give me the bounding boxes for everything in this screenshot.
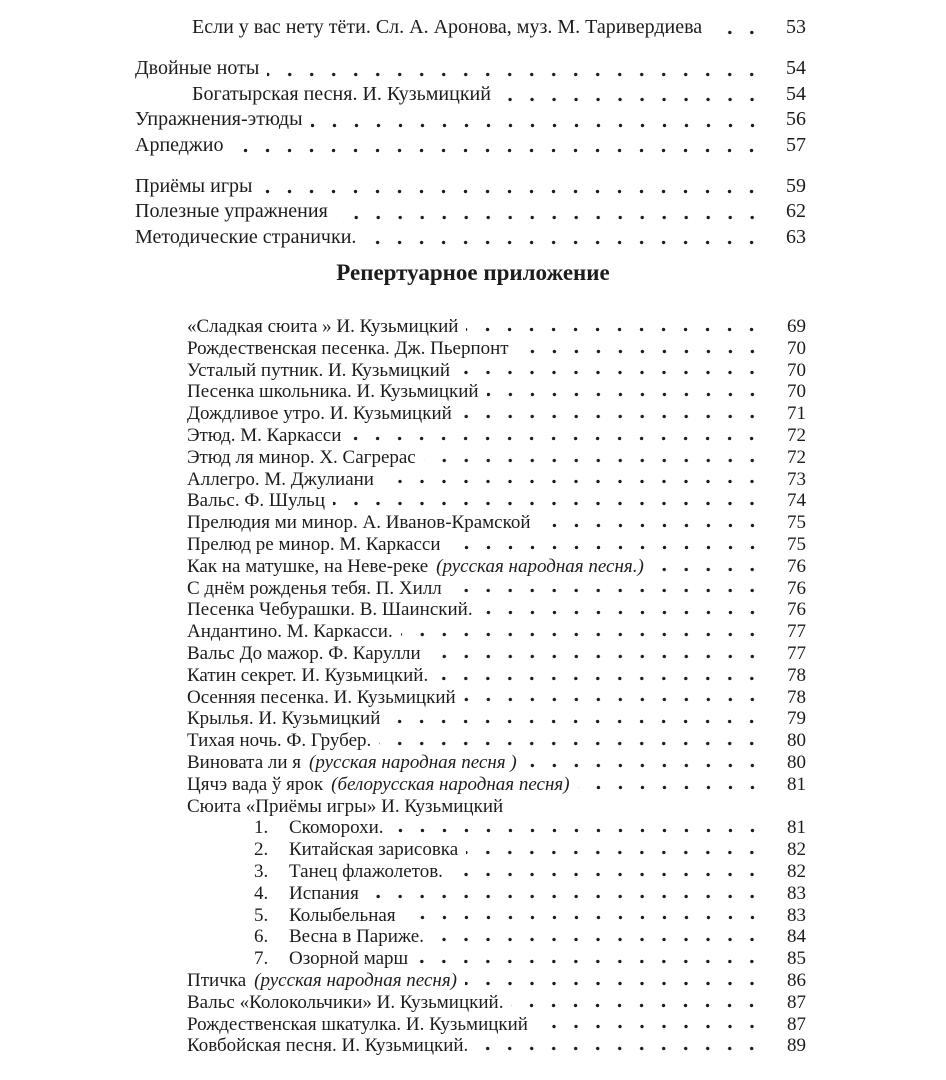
dot-leader xyxy=(449,534,765,556)
entry-title: Рождественская шкатулка. И. Кузьмицкий xyxy=(187,1013,528,1035)
entry-page-number: 75 xyxy=(787,512,806,534)
dot-leader xyxy=(481,599,764,621)
toc-entry xyxy=(187,687,806,709)
entry-page-number: 63 xyxy=(786,225,806,248)
entry-page-number: 79 xyxy=(787,708,806,730)
dot-leader xyxy=(458,360,764,382)
toc-entry xyxy=(135,16,806,41)
dot-leader xyxy=(267,57,764,82)
entry-page-number: 57 xyxy=(786,133,806,156)
toc-entry xyxy=(187,730,806,752)
dot-leader xyxy=(349,425,764,447)
toc-entry xyxy=(187,817,806,839)
toc-entry xyxy=(187,447,806,469)
entry-page-number: 86 xyxy=(787,969,806,991)
entry-page-number: 70 xyxy=(787,359,806,381)
entry-title: Приёмы игры xyxy=(135,174,253,197)
entry-title: Вальс До мажор. Ф. Карулли xyxy=(187,642,421,664)
toc-entry xyxy=(187,512,806,534)
entry-page-number: 82 xyxy=(787,860,806,882)
dot-leader xyxy=(336,200,764,225)
entry-title: Полезные упражнения xyxy=(135,200,328,223)
toc-entry xyxy=(135,134,806,159)
dot-leader xyxy=(367,883,764,905)
entry-title: Цячэ вада ў ярок xyxy=(187,773,324,795)
toc-entry xyxy=(187,1035,806,1057)
entry-title: Китайская зарисовка xyxy=(289,839,459,861)
toc-entry xyxy=(187,905,806,927)
entry-subtitle-italic: (русская народная песня) xyxy=(254,969,457,991)
toc-entry xyxy=(187,360,806,382)
entry-page-number: 78 xyxy=(787,686,806,708)
entry-title: Крылья. И. Кузьмицкий xyxy=(187,708,381,730)
dot-leader xyxy=(451,861,764,883)
dot-leader xyxy=(517,338,764,360)
toc-top-section xyxy=(135,16,806,251)
entry-page-number: 89 xyxy=(787,1035,806,1057)
dot-leader xyxy=(466,316,764,338)
entry-page-number: 85 xyxy=(787,948,806,970)
dot-leader xyxy=(429,643,764,665)
toc-entry xyxy=(135,226,806,251)
entry-page-number: 78 xyxy=(787,664,806,686)
toc-entry xyxy=(187,839,806,861)
dot-leader xyxy=(392,817,764,839)
entry-title: Прелюдия ми минор. А. Иванов-Крамской xyxy=(187,512,531,534)
dot-leader xyxy=(710,16,764,41)
entry-title: Песенка школьника. И. Кузьмицкий xyxy=(187,381,479,403)
toc-entry xyxy=(187,861,806,883)
entry-page-number: 70 xyxy=(787,381,806,403)
entry-title: «Сладкая сюита » И. Кузьмицкий xyxy=(187,316,459,337)
entry-title: Озорной марш xyxy=(289,948,409,970)
entry-page-number: 80 xyxy=(787,730,806,752)
toc-entry xyxy=(187,599,806,621)
entry-number: 5. xyxy=(254,904,269,926)
toc-entry xyxy=(135,57,806,82)
entry-title: Скоморохи. xyxy=(289,817,384,839)
entry-subtitle-italic: (русская народная песня ) xyxy=(309,751,517,773)
entry-number: 2. xyxy=(254,839,269,861)
entry-title: Богатырская песня. И. Кузьмицкий xyxy=(192,82,491,105)
entry-title: Двойные ноты xyxy=(135,57,260,80)
dot-leader xyxy=(464,687,764,709)
entry-number: 3. xyxy=(254,860,269,882)
entry-title: Колыбельная xyxy=(289,904,396,926)
dot-leader xyxy=(260,175,764,200)
entry-title: Весна в Париже. xyxy=(289,926,424,948)
toc-entry xyxy=(187,1014,806,1036)
entry-title: С днём рожденья тебя. П. Хилл xyxy=(187,577,442,599)
entry-title: Как на матушке, на Неве-реке xyxy=(187,555,429,577)
entry-title: Виновата ли я xyxy=(187,751,302,773)
entry-title: Вальс. Ф. Шульц xyxy=(187,490,326,512)
entry-title: Рождественская песенка. Дж. Пьерпонт xyxy=(187,337,509,359)
entry-subtitle-italic: (белорусская народная песня) xyxy=(331,773,570,795)
dot-leader xyxy=(432,926,764,948)
toc-repertoire-section xyxy=(187,316,806,1057)
entry-page-number: 62 xyxy=(786,200,806,223)
entry-title: Методические странички. xyxy=(135,225,357,248)
dot-leader xyxy=(511,992,764,1014)
entry-page-number: 54 xyxy=(786,57,806,80)
entry-page-number: 54 xyxy=(786,82,806,105)
entry-number: 1. xyxy=(254,817,269,839)
dot-leader xyxy=(379,730,764,752)
dot-leader xyxy=(382,469,764,491)
toc-entry xyxy=(187,992,806,1014)
entry-page-number: 87 xyxy=(787,991,806,1013)
dot-leader xyxy=(539,512,764,534)
dot-leader xyxy=(436,665,764,687)
entry-title: Упражнения-этюды xyxy=(135,108,303,131)
entry-page-number: 82 xyxy=(787,839,806,861)
toc-entry xyxy=(187,469,806,491)
dot-leader xyxy=(652,556,764,578)
entry-page-number: 72 xyxy=(787,424,806,446)
dot-leader xyxy=(578,774,764,796)
entry-page-number: 72 xyxy=(787,446,806,468)
entry-page-number: 81 xyxy=(787,773,806,795)
entry-title: Дождливое утро. И. Кузьмицкий xyxy=(187,403,452,425)
section-heading: Репертуарное приложение xyxy=(336,260,610,285)
entry-page-number: 76 xyxy=(787,599,806,621)
toc-entry xyxy=(187,425,806,447)
entry-title: Песенка Чебурашки. В. Шаинский. xyxy=(187,599,473,621)
dot-leader xyxy=(525,752,764,774)
entry-title: Андантино. М. Каркасси. xyxy=(187,621,393,643)
entry-page-number: 56 xyxy=(786,108,806,131)
entry-page-number: 77 xyxy=(787,642,806,664)
toc-entry xyxy=(187,643,806,665)
entry-page-number: 74 xyxy=(787,490,806,512)
entry-page-number: 75 xyxy=(787,533,806,555)
dot-leader xyxy=(460,403,764,425)
entry-title: Катин секрет. И. Кузьмицкий. xyxy=(187,664,429,686)
entry-number: 4. xyxy=(254,882,269,904)
entry-title: Аллегро. М. Джулиани xyxy=(187,468,374,490)
dot-leader xyxy=(388,708,764,730)
entry-title: Ковбойская песня. И. Кузьмицкий. xyxy=(187,1035,469,1057)
dot-leader xyxy=(416,948,764,970)
dot-leader xyxy=(311,108,764,133)
entry-title: Осенняя песенка. И. Кузьмицкий xyxy=(187,686,456,708)
entry-page-number: 69 xyxy=(787,316,806,337)
dot-leader xyxy=(404,905,764,927)
dot-leader xyxy=(511,796,764,818)
entry-number: 6. xyxy=(254,926,269,948)
entry-title: Вальс «Колокольчики» И. Кузьмицкий. xyxy=(187,991,504,1013)
entry-title: Испания xyxy=(289,882,359,904)
entry-subtitle-italic: (русская народная песня.) xyxy=(436,555,644,577)
entry-page-number: 87 xyxy=(787,1013,806,1035)
toc-entry xyxy=(187,796,806,818)
toc-entry xyxy=(187,316,806,338)
dot-leader xyxy=(476,1035,764,1057)
dot-leader xyxy=(450,578,764,600)
dot-leader xyxy=(333,490,764,512)
toc-entry xyxy=(187,338,806,360)
entry-title: Этюд. М. Каркасси xyxy=(187,424,342,446)
entry-page-number: 83 xyxy=(787,882,806,904)
entry-title: Танец флажолетов. xyxy=(289,860,443,882)
toc-entry xyxy=(187,490,806,512)
entry-page-number: 76 xyxy=(787,555,806,577)
entry-page-number: 77 xyxy=(787,621,806,643)
dot-leader xyxy=(364,226,764,251)
toc-entry xyxy=(135,108,806,133)
toc-entry xyxy=(187,556,806,578)
toc-entry xyxy=(187,970,806,992)
toc-entry xyxy=(187,948,806,970)
toc-entry xyxy=(135,200,806,225)
dot-leader xyxy=(536,1014,764,1036)
toc-entry xyxy=(187,774,806,796)
entry-title: Арпеджио xyxy=(135,133,224,156)
dot-leader xyxy=(465,970,764,992)
entry-page-number: 71 xyxy=(787,403,806,425)
entry-title: Тихая ночь. Ф. Грубер. xyxy=(187,730,372,752)
toc-entry xyxy=(187,708,806,730)
entry-title: Птичка xyxy=(187,969,247,991)
dot-leader xyxy=(487,381,764,403)
dot-leader xyxy=(499,83,764,108)
toc-entry xyxy=(187,752,806,774)
entry-page-number: 59 xyxy=(786,174,806,197)
entry-page-number: 84 xyxy=(787,926,806,948)
toc-entry xyxy=(187,883,806,905)
dot-leader xyxy=(424,447,764,469)
entry-page-number: 53 xyxy=(786,16,806,38)
entry-page-number: 73 xyxy=(787,468,806,490)
dot-leader xyxy=(466,839,764,861)
toc-entry xyxy=(187,403,806,425)
entry-title: Усталый путник. И. Кузьмицкий xyxy=(187,359,451,381)
entry-page-number: 81 xyxy=(787,817,806,839)
dot-leader xyxy=(401,621,764,643)
entry-page-number: 83 xyxy=(787,904,806,926)
toc-entry xyxy=(187,621,806,643)
toc-entry xyxy=(187,578,806,600)
toc-entry xyxy=(135,83,806,108)
toc-entry xyxy=(187,665,806,687)
entry-page-number: 76 xyxy=(787,577,806,599)
entry-title: Если у вас нету тёти. Сл. А. Аронова, муз. М. Таривердиева xyxy=(192,16,703,38)
entry-title: Прелюд ре минор. М. Каркасси xyxy=(187,533,441,555)
toc-entry xyxy=(135,175,806,200)
entry-number: 7. xyxy=(254,948,269,970)
entry-page-number: 70 xyxy=(787,337,806,359)
entry-title: Этюд ля минор. Х. Сагрерас xyxy=(187,446,416,468)
dot-leader xyxy=(231,134,764,159)
toc-entry xyxy=(187,381,806,403)
entry-title: Сюита «Приёмы игры» И. Кузьмицкий xyxy=(187,795,504,817)
toc-entry xyxy=(187,534,806,556)
toc-entry xyxy=(187,926,806,948)
entry-page-number: 80 xyxy=(787,751,806,773)
